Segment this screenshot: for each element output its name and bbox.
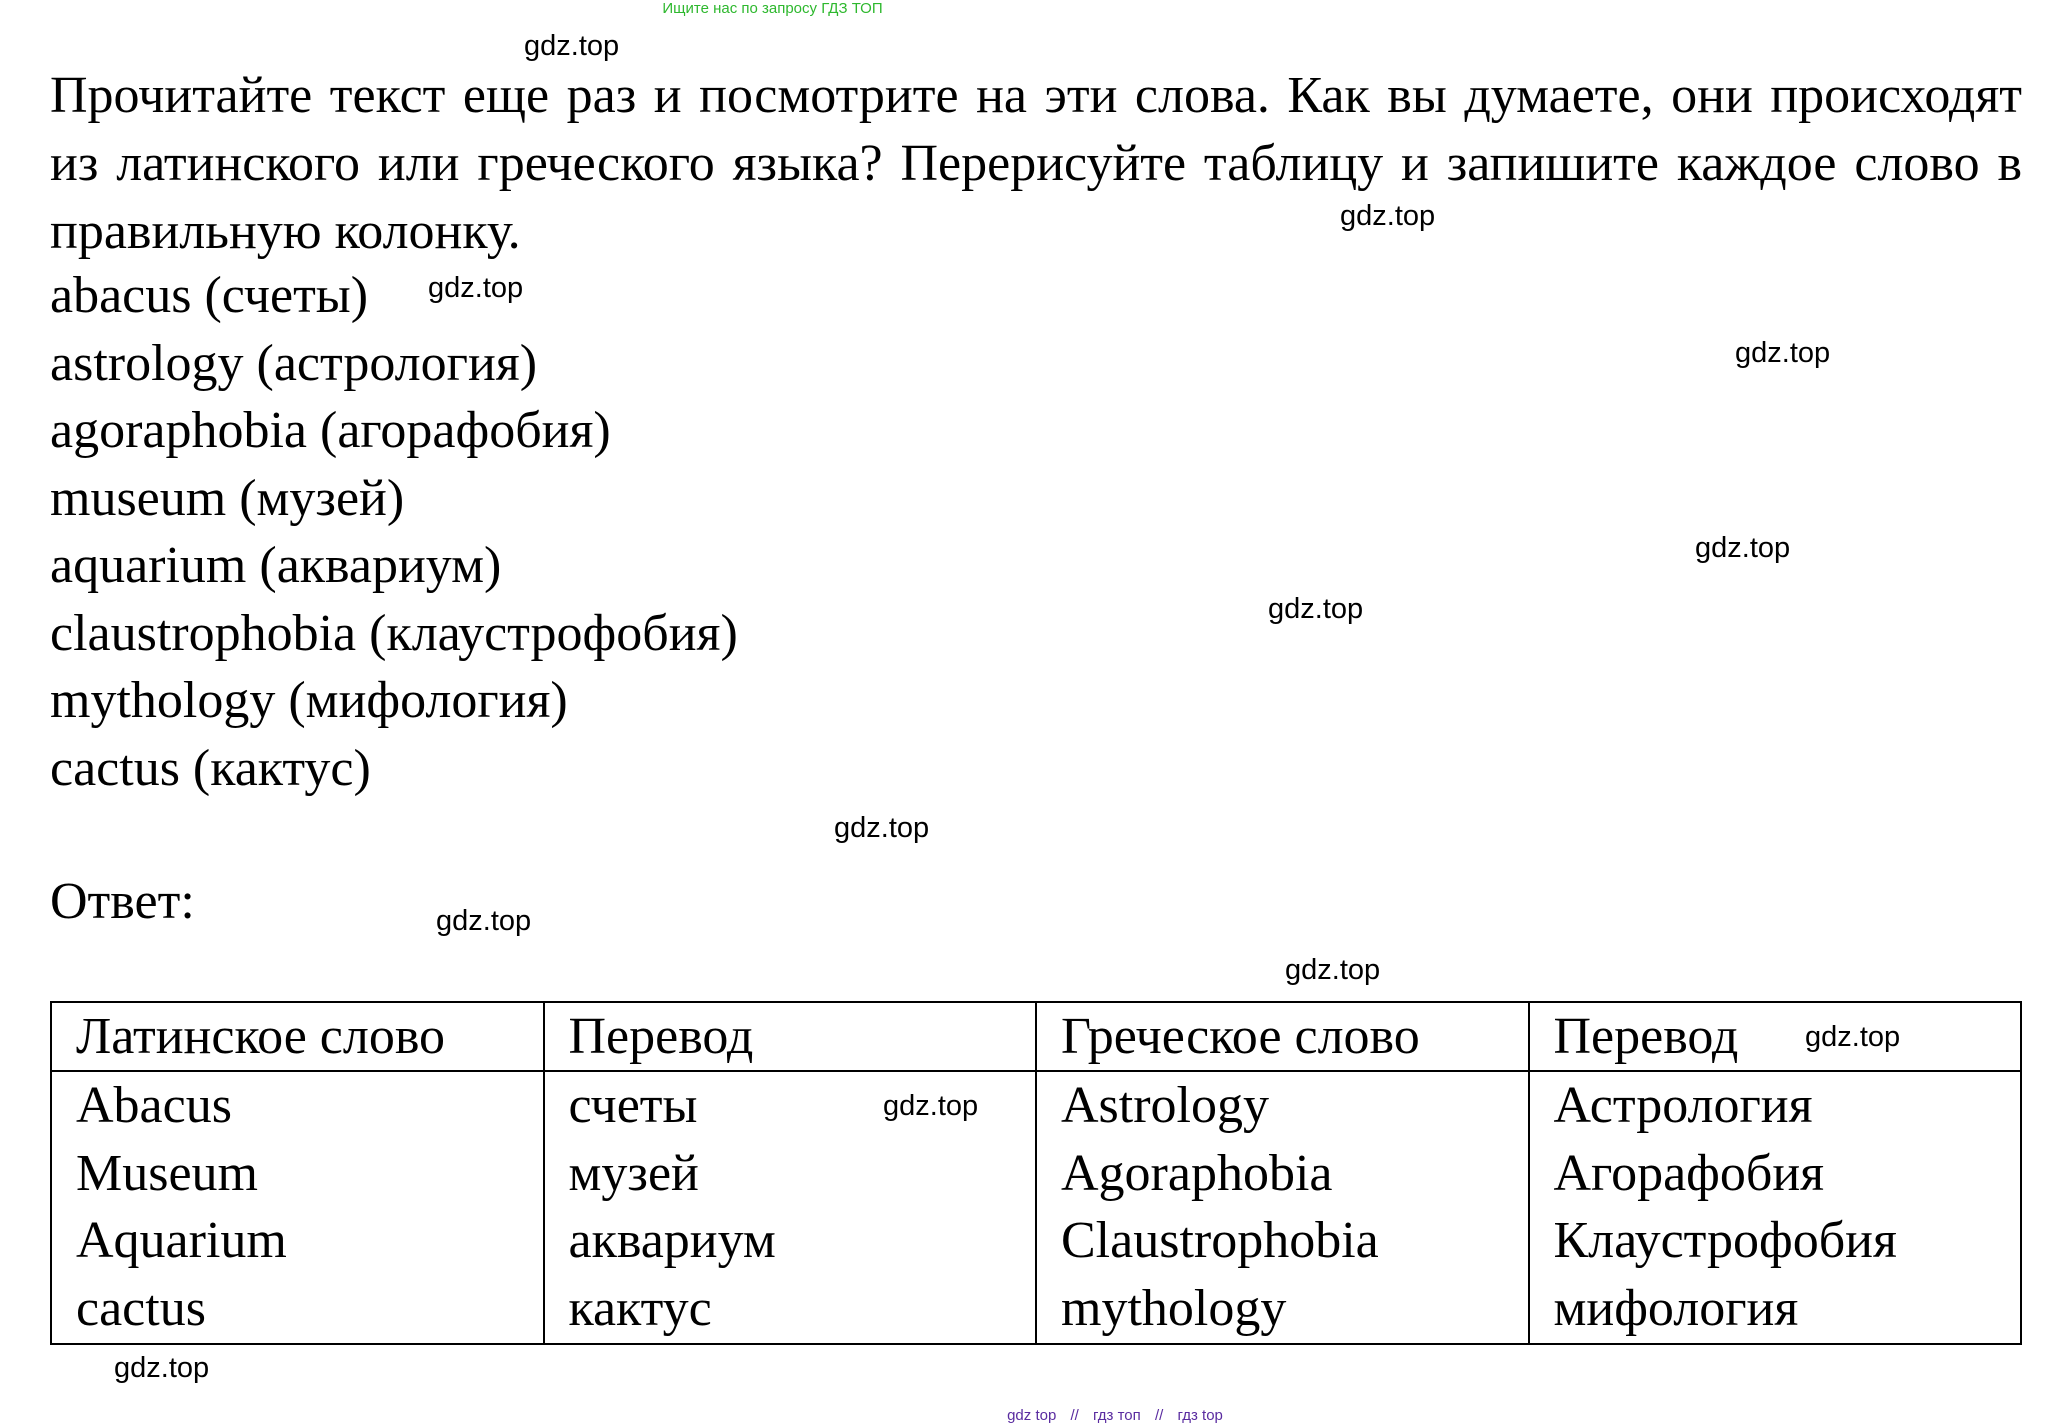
footer-separator: // bbox=[1154, 1407, 1164, 1424]
watermark: gdz.top bbox=[1340, 200, 1436, 232]
word-item: mythology (мифология) bbox=[50, 672, 568, 729]
watermark: gdz.top bbox=[1735, 337, 1831, 369]
task-text: Прочитайте текст еще раз и посмотрите на эти слова. Как вы думаете, они происходят из латинского или греческого языка? Перерисуйте таблицу и запишите каждое слово в правильную колонку. bbox=[50, 67, 2022, 260]
header-latin-word: Латинское слово bbox=[51, 1002, 544, 1071]
header-greek-word: Греческое слово bbox=[1036, 1002, 1529, 1071]
greek-translation: Клаустрофобия bbox=[1553, 1212, 1897, 1269]
footer-link[interactable]: гдз top bbox=[1177, 1407, 1223, 1424]
word-item: museum (музей) bbox=[50, 469, 405, 527]
greek-word: Agoraphobia bbox=[1061, 1144, 1333, 1202]
watermark: gdz.top bbox=[428, 272, 524, 304]
footer-link[interactable]: gdz top bbox=[1007, 1407, 1057, 1424]
answer-table bbox=[50, 1001, 2022, 1345]
word-item: cactus (кактус) bbox=[50, 739, 371, 797]
greek-translation: мифология bbox=[1553, 1279, 1799, 1337]
watermark: gdz.top bbox=[1285, 954, 1381, 986]
watermark: gdz.top bbox=[834, 812, 930, 844]
greek-word: mythology bbox=[1061, 1279, 1287, 1337]
answer-label: Ответ: bbox=[50, 873, 195, 930]
latin-translation: счеты bbox=[568, 1077, 698, 1134]
word-item: aquarium (аквариум) bbox=[50, 537, 502, 594]
search-banner: Ищите нас по запросу ГДЗ ТОП bbox=[662, 0, 883, 17]
word-item: astrology (астрология) bbox=[50, 334, 538, 392]
greek-translation: Агорафобия bbox=[1553, 1144, 1825, 1202]
table-row bbox=[51, 1071, 2021, 1344]
footer-link[interactable]: гдз топ bbox=[1093, 1407, 1141, 1424]
header-greek-translation: Перевод bbox=[1529, 1002, 2022, 1071]
latin-word: cactus bbox=[76, 1279, 206, 1337]
table-header-row bbox=[51, 1002, 2021, 1071]
word-item: abacus (счеты) bbox=[50, 267, 369, 324]
watermark: gdz.top bbox=[524, 30, 620, 62]
word-item: claustrophobia (клаустрофобия) bbox=[50, 604, 738, 662]
greek-words-cell bbox=[1036, 1071, 1529, 1344]
watermark: gdz.top bbox=[436, 905, 532, 937]
greek-translation: Астрология bbox=[1553, 1077, 1813, 1134]
watermark: gdz.top bbox=[883, 1090, 979, 1122]
greek-translations-cell bbox=[1529, 1071, 2022, 1344]
word-item: agoraphobia (агорафобия) bbox=[50, 402, 611, 459]
latin-translation: аквариум bbox=[568, 1212, 776, 1269]
footer-links bbox=[0, 1407, 2045, 1425]
latin-words-cell bbox=[51, 1071, 544, 1344]
latin-translation: музей bbox=[568, 1144, 699, 1202]
watermark: gdz.top bbox=[1805, 1021, 1901, 1053]
footer-separator: // bbox=[1070, 1407, 1079, 1424]
header-latin-translation: Перевод bbox=[544, 1002, 1037, 1071]
latin-word: Museum bbox=[76, 1144, 258, 1202]
word-list bbox=[50, 262, 738, 802]
latin-translation: кактус bbox=[568, 1279, 712, 1337]
watermark: gdz.top bbox=[1695, 532, 1791, 564]
watermark: gdz.top bbox=[114, 1352, 210, 1384]
greek-word: Astrology bbox=[1061, 1077, 1269, 1134]
latin-word: Abacus bbox=[76, 1077, 232, 1134]
latin-word: Aquarium bbox=[76, 1212, 287, 1269]
watermark: gdz.top bbox=[1268, 593, 1364, 625]
greek-word: Claustrophobia bbox=[1061, 1212, 1379, 1269]
